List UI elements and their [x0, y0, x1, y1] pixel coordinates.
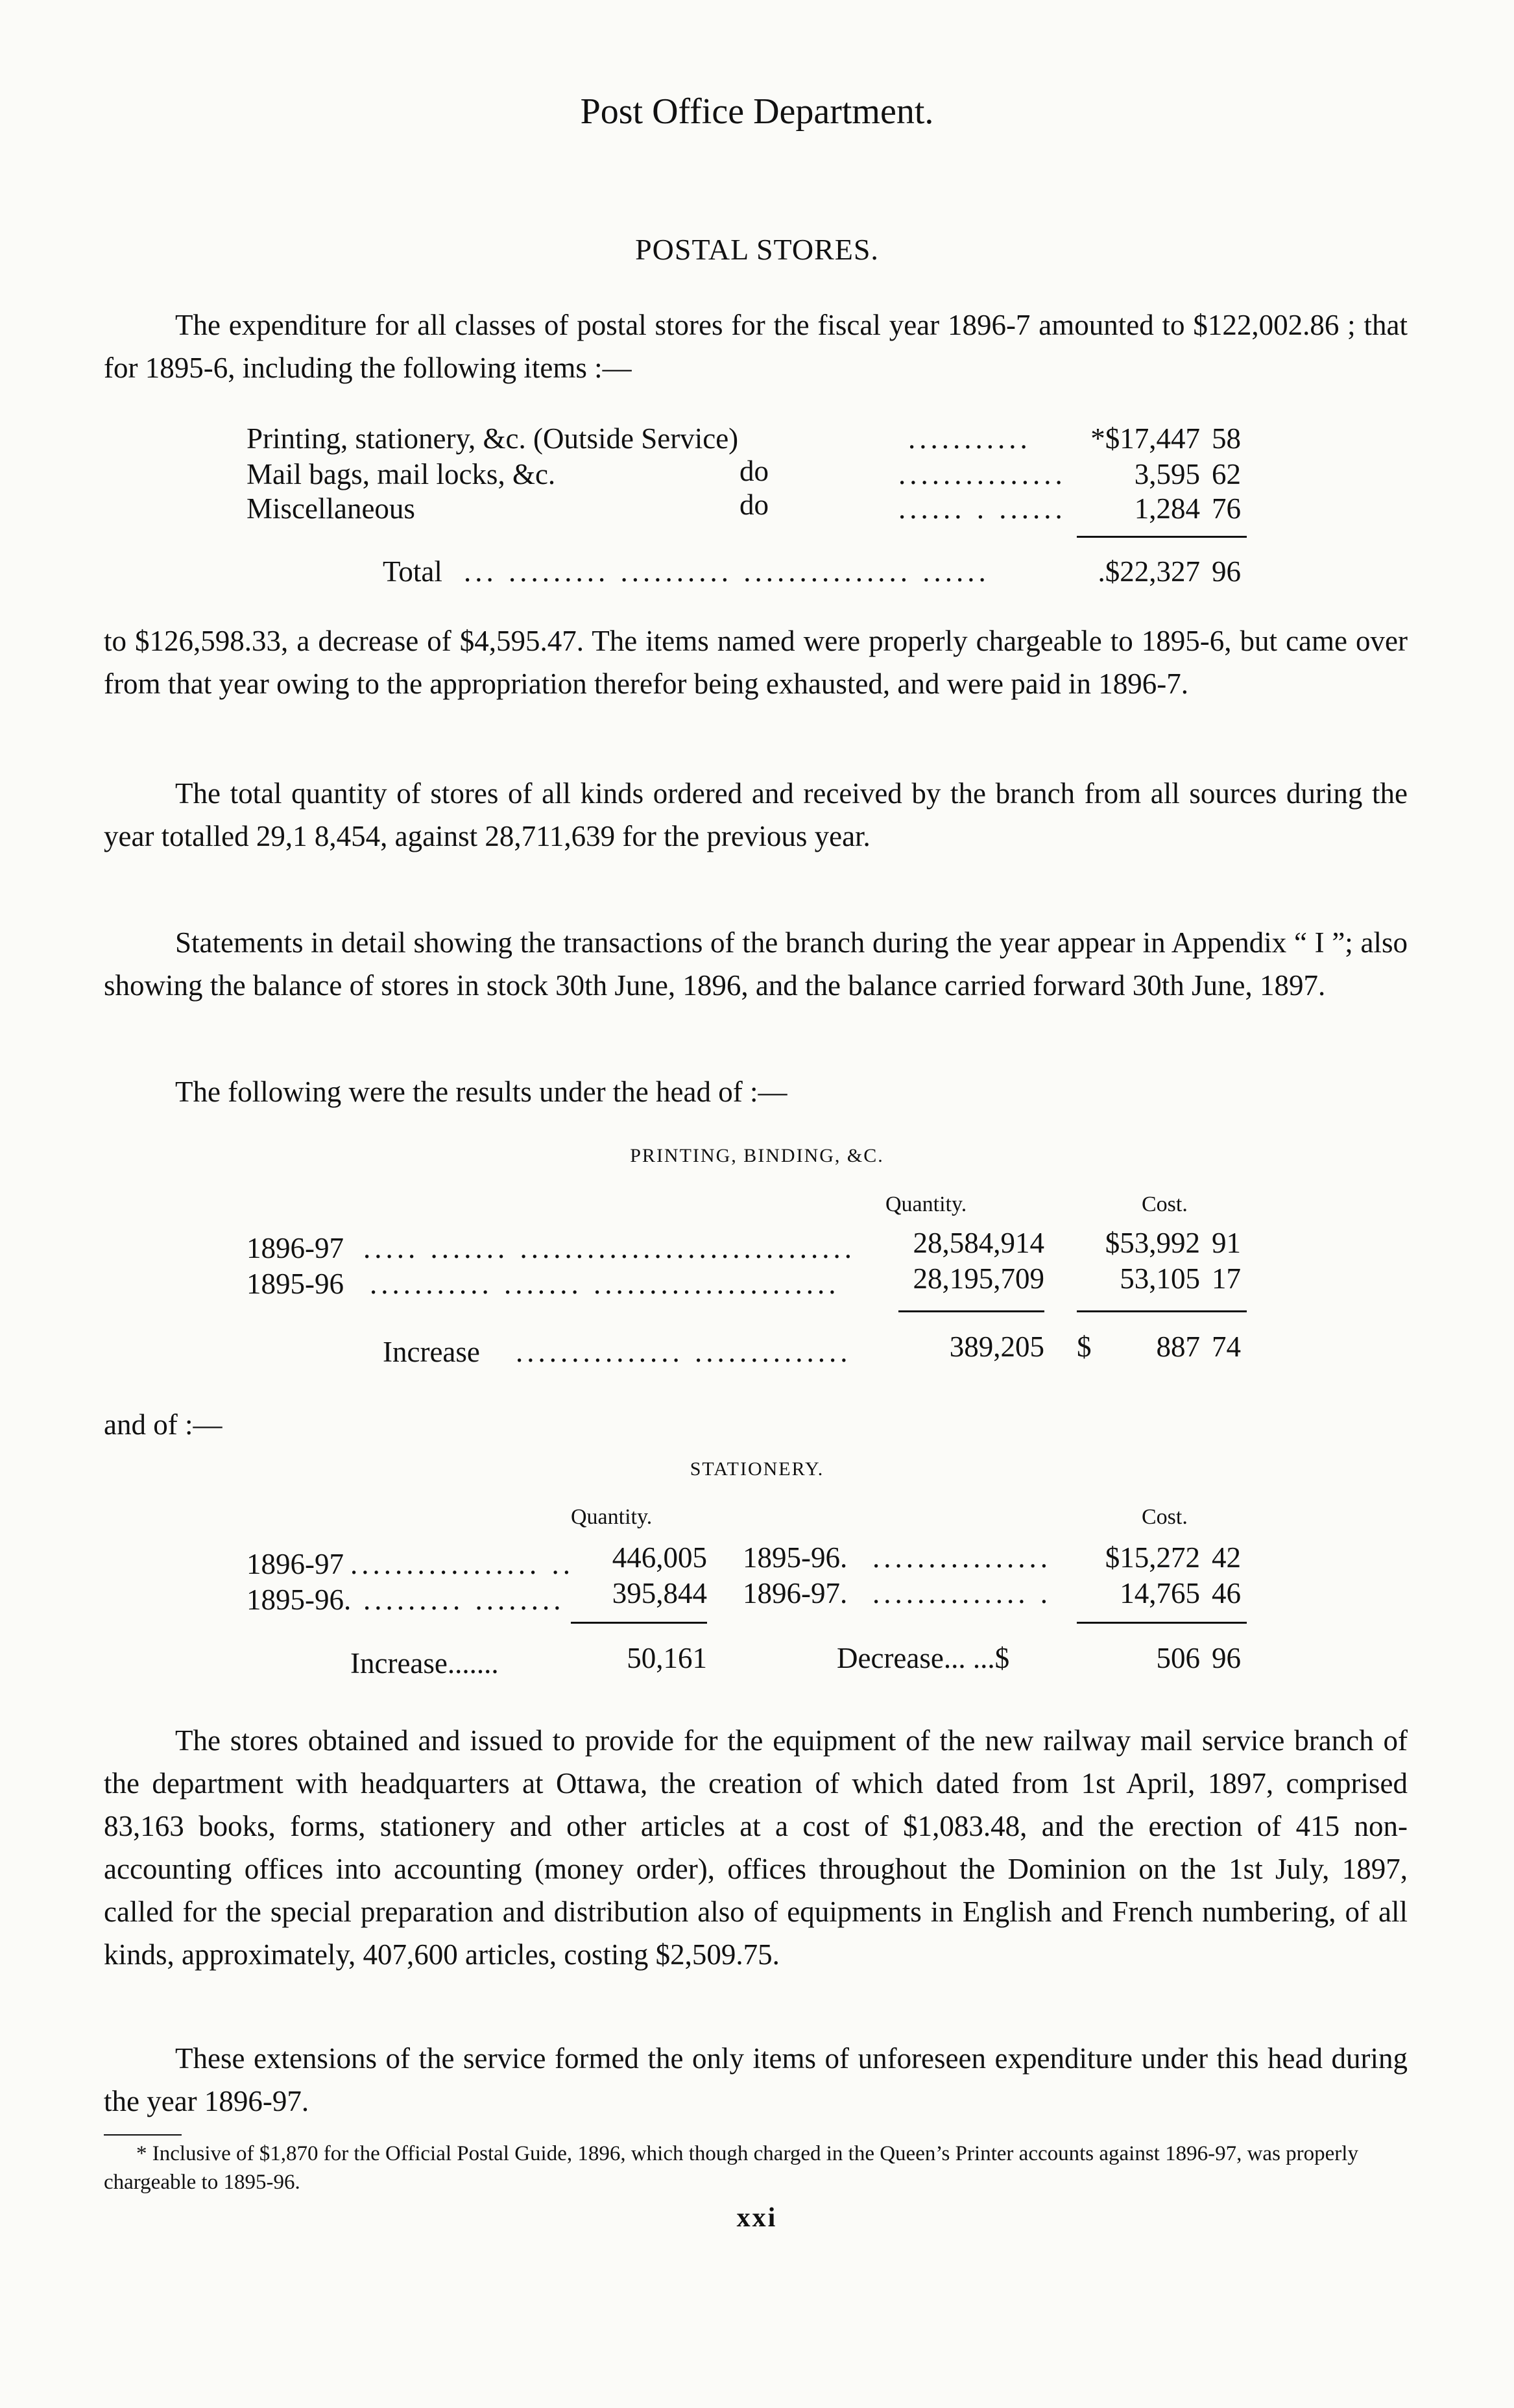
footnote: * Inclusive of $1,870 for the Official Postal Guide, 1896, which though charged in the Queen’s Printer accounts against 1896-97, was properly chargeable to 1895-96.: [104, 2142, 1358, 2194]
page-number: xxi: [736, 2203, 778, 2233]
page-header: Post Office Department.: [580, 91, 934, 132]
printing-increase-sign: $: [1077, 1330, 1092, 1363]
total-dollars: .$22,327: [1098, 555, 1200, 588]
stationery-increase-label: Increase.......: [350, 1647, 499, 1680]
stationery-increase-value: 50,161: [627, 1642, 707, 1674]
printing-increase-label: Increase: [383, 1336, 480, 1368]
printing-cost-rule: [1077, 1310, 1247, 1312]
total-dots: ... ......... .......... ............... ......: [464, 555, 990, 588]
stationery-col-cost: Cost.: [1142, 1505, 1188, 1529]
printing-row-quantity: 28,195,709: [913, 1262, 1044, 1295]
paragraph-results: The following were the results under the head of :—: [175, 1076, 787, 1108]
item-dollars: 1,284: [1134, 492, 1200, 525]
item-cents: 62: [1212, 458, 1241, 490]
item-dots: ...... . ......: [898, 492, 1066, 525]
printing-quantity-rule: [898, 1310, 1044, 1312]
paragraph-quantity: The total quantity of stores of all kinds ordered and received by the branch from all sources during the year totalled 29,1 8,454, against 28,711,639 for the previous year.: [104, 777, 1408, 852]
stationery-row-dots2: .............. .: [872, 1577, 1051, 1609]
paragraph-railway-mail: The stores obtained and issued to provide for the equipment of the new railway mail service branch of the department with headquarters at Ottawa, the creation of which dated from 1st April, 1897, comprised 83,163 books, forms, stationery and other articles at a cost of $1,083.48, and the erection of 415 non-accounting offices into accounting (money order), offices throughout the Dominion on the 1st July, 1897, called for the special preparation and distribution also of equipments in English and French numbering, of all kinds, approximately, 407,600 articles, costing $2,509.75.: [104, 1724, 1408, 1971]
printing-row-quantity: 28,584,914: [913, 1227, 1044, 1259]
stationery-quantity-rule: [571, 1622, 707, 1624]
item-dots: ...............: [898, 458, 1066, 490]
printing-row-year: 1896-97: [246, 1232, 344, 1264]
stationery-row-year: 1896-97: [246, 1548, 344, 1580]
paragraph-expenditure: The expenditure for all classes of postal stores for the fiscal year 1896-7 amounted to $122,002.86 ; that for 1895-6, including the following items :—: [104, 309, 1408, 384]
footnote-rule: [104, 2134, 182, 2136]
printing-increase-cents: 74: [1212, 1330, 1241, 1363]
stationery-col-quantity: Quantity.: [571, 1505, 653, 1529]
sum-rule: [1077, 536, 1247, 538]
printing-row-cents: 91: [1212, 1227, 1241, 1259]
stationery-row-dollars: $15,272: [1105, 1541, 1200, 1574]
item-label: Mail bags, mail locks, &c.: [246, 458, 556, 490]
stationery-row-year2: 1896-97.: [743, 1577, 848, 1609]
paragraph-statements: Statements in detail showing the transactions of the branch during the year appear in Appendix “ I ”; also showing the balance of stores in stock 30th June, 1896, and the balance carried forward 30th June, 1897.: [104, 926, 1408, 1002]
stationery-cost-rule: [1077, 1622, 1247, 1624]
paragraph-extensions: These extensions of the service formed the only items of unforeseen expenditure under this head during the year 1896-97.: [104, 2042, 1408, 2117]
item-ditto: do: [739, 455, 769, 487]
item-dots: ...........: [908, 422, 1031, 455]
stationery-row-dots: ......... ........: [363, 1583, 565, 1616]
stationery-row-dots: ................. ..: [350, 1548, 574, 1580]
stationery-row-dollars: 14,765: [1120, 1577, 1200, 1609]
stationery-row-cents: 42: [1212, 1541, 1241, 1574]
printing-row-dots: ........... ....... ......................: [370, 1268, 840, 1300]
total-label: Total: [383, 555, 442, 588]
stationery-row-cents: 46: [1212, 1577, 1241, 1609]
printing-row-year: 1895-96: [246, 1268, 344, 1300]
printing-row-dollars: $53,992: [1105, 1227, 1200, 1259]
printing-row-dollars: 53,105: [1120, 1262, 1200, 1295]
stationery-row-dots2: ................: [872, 1541, 1051, 1574]
printing-row-dots: ..... ....... ..............................: [363, 1232, 856, 1264]
item-dollars: 3,595: [1134, 458, 1200, 490]
item-cents: 76: [1212, 492, 1241, 525]
and-of-label: and of :—: [104, 1408, 222, 1441]
printing-col-quantity: Quantity.: [885, 1192, 967, 1216]
stationery-decrease-label: Decrease... ...$: [837, 1642, 1010, 1674]
total-cents: 96: [1212, 555, 1241, 588]
item-cents: 58: [1212, 422, 1241, 455]
item-label: Miscellaneous: [246, 492, 415, 525]
stationery-row-year2: 1895-96.: [743, 1541, 848, 1574]
stationery-decrease-value: 506: [1156, 1642, 1200, 1674]
stationery-title: STATIONERY.: [690, 1458, 824, 1480]
printing-title: PRINTING, BINDING, &C.: [630, 1145, 884, 1166]
stationery-row-quantity: 395,844: [612, 1577, 707, 1609]
paragraph-decrease: to $126,598.33, a decrease of $4,595.47. The items named were properly chargeable to 1895-6, but came over from that year owing to the appropriation therefor being exhausted, and were paid in 1896-7.: [104, 625, 1408, 700]
section-title: POSTAL STORES.: [635, 233, 879, 266]
printing-col-cost: Cost.: [1142, 1192, 1188, 1216]
stationery-row-year: 1895-96.: [246, 1583, 352, 1616]
item-dollars: *$17,447: [1090, 422, 1200, 455]
stationery-row-quantity: 446,005: [612, 1541, 707, 1574]
stationery-decrease-cents: 96: [1212, 1642, 1241, 1674]
printing-increase-dollars: 887: [1156, 1330, 1200, 1363]
printing-row-cents: 17: [1212, 1262, 1241, 1295]
printing-increase-dots: ............... ..............: [516, 1336, 852, 1368]
item-ditto: do: [739, 488, 769, 521]
printing-increase-quantity: 389,205: [949, 1330, 1044, 1363]
item-label: Printing, stationery, &c. (Outside Service): [246, 422, 739, 455]
